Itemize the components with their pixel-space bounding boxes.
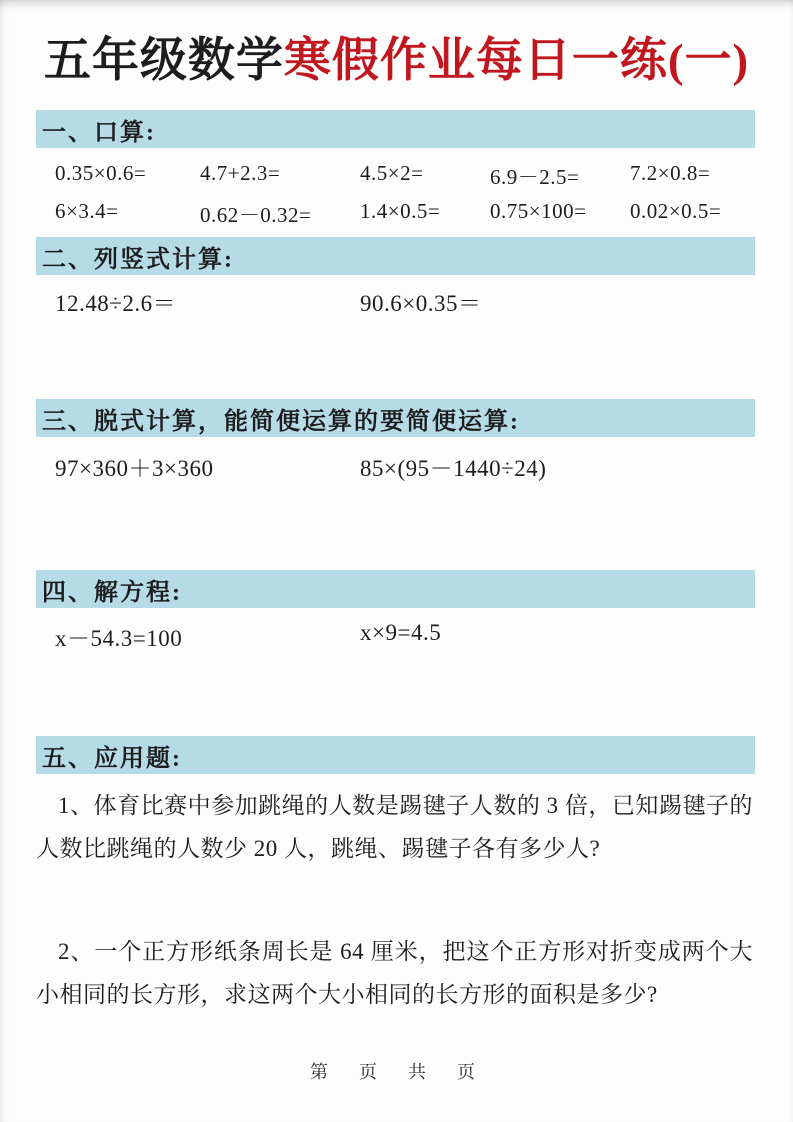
equation-problem: x－54.3=100: [55, 626, 183, 651]
page-footer: 第 页 共 页: [309, 1062, 483, 1082]
section-heading-stepwise-label: 三、脱式计算，能简便运算的要简便运算:: [42, 408, 520, 435]
section-heading-vertical-label: 二、列竖式计算:: [42, 246, 234, 273]
section-heading-stepwise: [36, 399, 755, 437]
section-heading-equations-label: 四、解方程:: [42, 579, 182, 606]
stepwise-problem: 97×360＋3×360: [55, 456, 214, 481]
stepwise-problem: 85×(95－1440÷24): [360, 456, 547, 481]
section-heading-oral-label: 一、口算:: [42, 119, 156, 146]
oral-problems-row-2: [55, 199, 743, 229]
word-problem-2: 2、一个正方形纸条周长是 64 厘米，把这个正方形对折变成两个大小相同的长方形，求这两个大小相同的长方形的面积是多少?: [36, 939, 753, 1007]
oral-problem: 0.62－0.32=: [200, 203, 312, 227]
oral-problem: 4.7+2.3=: [200, 161, 281, 185]
section-heading-word-problems-label: 五、应用题:: [42, 745, 182, 772]
title-grade-part: 五年级数学: [43, 35, 284, 87]
title-topic-part: 寒假作业每日一练(一): [283, 35, 750, 87]
section-heading-equations: [36, 570, 755, 608]
oral-problem: 0.75×100=: [490, 199, 587, 223]
oral-problem: 6.9－2.5=: [490, 165, 580, 189]
oral-problem: 7.2×0.8=: [630, 161, 711, 185]
oral-problem: 1.4×0.5=: [360, 199, 441, 223]
vertical-problem: 90.6×0.35＝: [360, 291, 482, 316]
equation-problems-row: [55, 620, 743, 653]
stepwise-problems-row: [55, 450, 743, 483]
oral-problem: 4.5×2=: [360, 161, 424, 185]
oral-problem: 0.35×0.6=: [55, 161, 147, 185]
oral-problems-row-1: [55, 161, 743, 191]
oral-problem: 0.02×0.5=: [630, 199, 722, 223]
vertical-problem: 12.48÷2.6＝: [55, 291, 177, 316]
equation-problem: x×9=4.5: [360, 620, 442, 645]
page-title: [0, 30, 793, 92]
word-problem-1: 1、体育比赛中参加跳绳的人数是踢毽子人数的 3 倍，已知踢毽子的人数比跳绳的人数少 20 人，跳绳、踢毽子各有多少人?: [36, 793, 753, 861]
oral-problem: 6×3.4=: [55, 199, 119, 223]
vertical-problems-row: [55, 285, 743, 318]
section-heading-oral: [36, 110, 755, 148]
section-heading-vertical: [36, 237, 755, 275]
section-heading-word-problems: [36, 736, 755, 774]
